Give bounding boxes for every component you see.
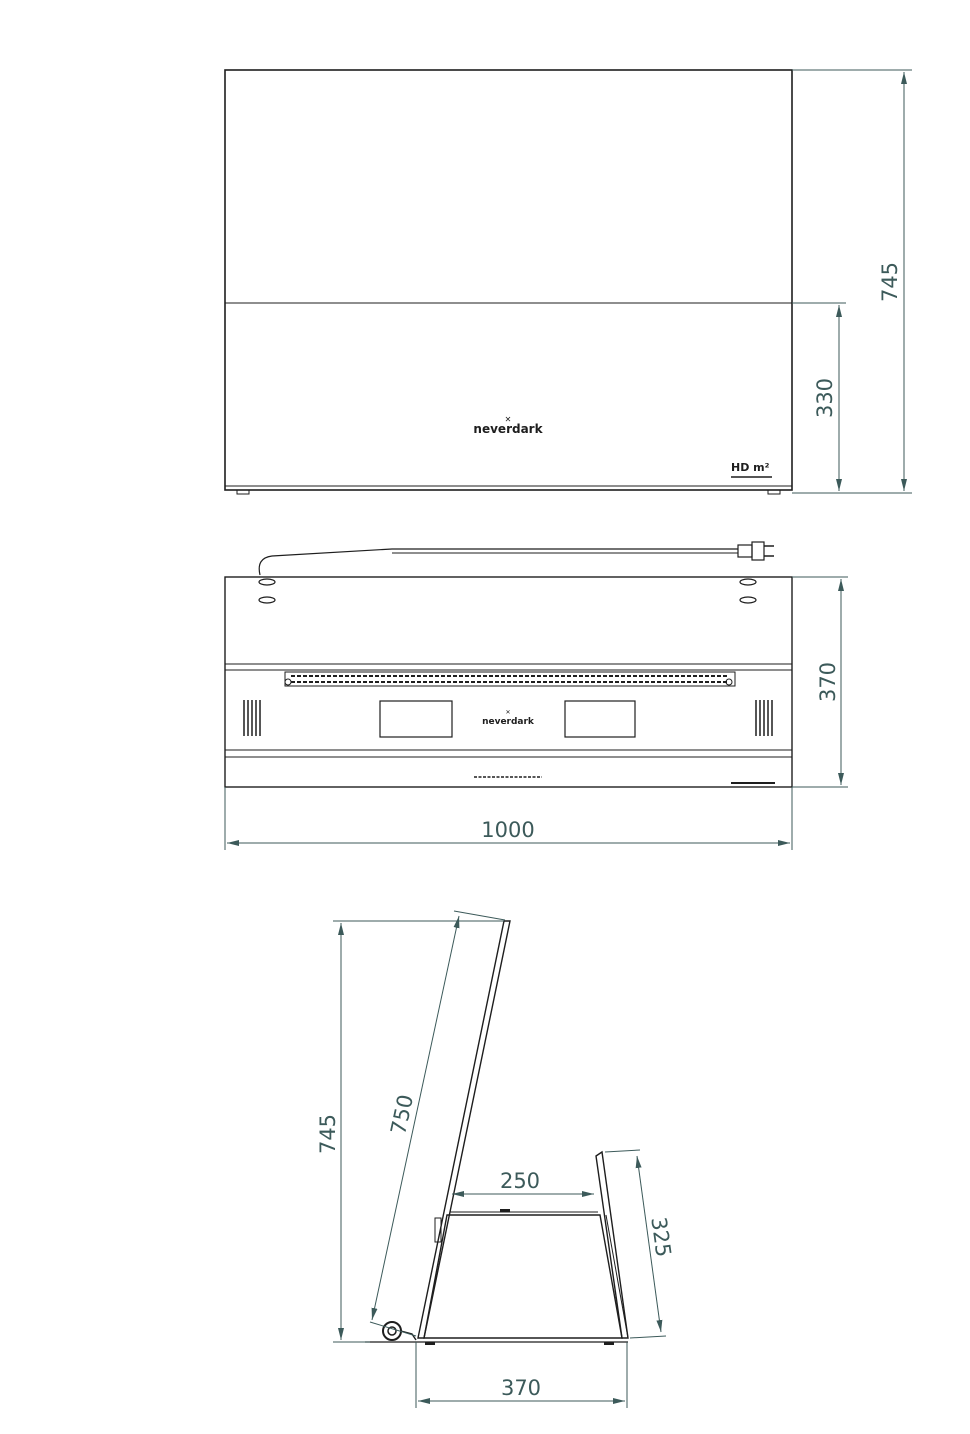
side-foot-rear [604, 1342, 614, 1345]
cable-grommet [259, 579, 275, 585]
top-brand-logo: neverdark [482, 717, 534, 727]
top-depth-label: 370 [816, 661, 840, 703]
base-body [424, 1215, 622, 1338]
ext-line [370, 1322, 416, 1336]
cable-grommet [740, 597, 756, 603]
front-lower-label: 330 [813, 377, 837, 419]
slanted-front-panel [418, 921, 510, 1338]
front-height-label: 745 [878, 261, 902, 303]
plug-head [752, 542, 764, 560]
side-panel-length-label: 750 [386, 1092, 419, 1137]
shelf-bracket [500, 1209, 510, 1212]
ext-line [605, 1150, 640, 1152]
rear-panel-label: 325 [646, 1215, 676, 1259]
hd-badge: HD m² [731, 461, 770, 474]
base-depth-label: 370 [500, 1376, 542, 1400]
front-brand-logo: neverdark [473, 422, 543, 436]
top-view [225, 542, 848, 850]
display-window-right [565, 701, 635, 737]
ext-line [454, 911, 505, 920]
front-view [225, 70, 912, 494]
plug-body [738, 545, 752, 557]
cable-grommet [259, 597, 275, 603]
side-height-label: 745 [316, 1113, 340, 1155]
base-rear-edge [606, 1215, 628, 1338]
cable-grommet [740, 579, 756, 585]
display-window-left [380, 701, 452, 737]
top-width-label: 1000 [481, 818, 535, 842]
shelf-width-label: 250 [499, 1169, 541, 1193]
ext-line [630, 1336, 666, 1338]
side-view [316, 911, 676, 1408]
vent-grille-left [244, 700, 260, 736]
side-foot-front [425, 1342, 435, 1345]
vent-grille-right [756, 700, 772, 736]
side-panel-length-dimension [372, 916, 459, 1320]
logo-mark-icon: ✕ [505, 709, 511, 716]
strip-screw-icon [285, 679, 291, 685]
logo-mark-icon: ✕ [504, 415, 512, 424]
led-light-strip [285, 672, 735, 686]
